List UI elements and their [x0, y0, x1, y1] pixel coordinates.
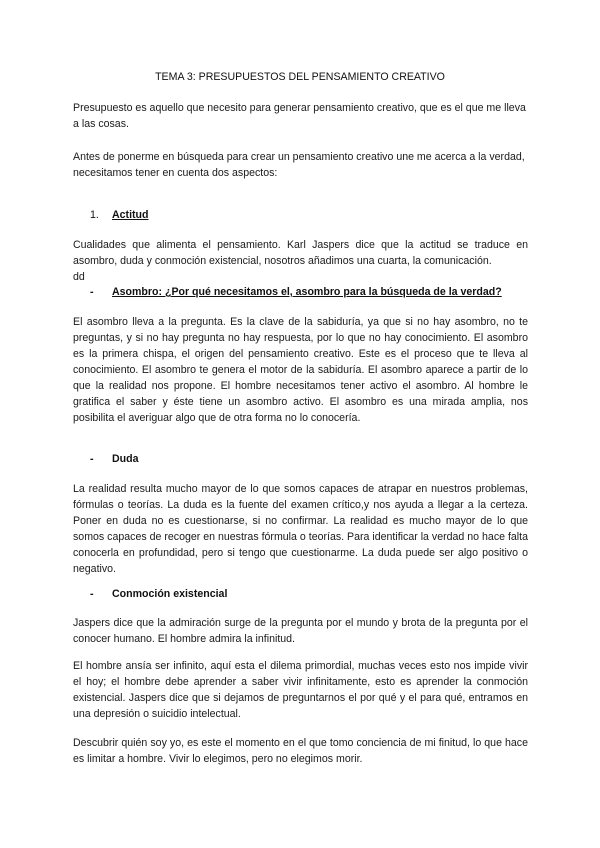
section-heading-text: Actitud [112, 209, 149, 221]
asombro-paragraph: El asombro lleva a la pregunta. Es la clave de la sabiduría, ya que si no hay asombro, no te preguntas, y si no hay pregunta no hay respuesta, por lo que no hay conocimiento. El asombro es la primera chispa, el origen del pensamiento creativo. Este es el proceso que te lleva al conocimiento. El asombro te genera el motor de la sabiduría. El asombro aparece a partir de lo que la realidad nos propone. El hombre necesitamos tener activo el asombro. Al hombre le gratifica el saber y éste tiene un asombro activo. El asombro es una mirada amplia, nos posibilita el averiguar algo que de otra forma no lo conocería. [73, 316, 528, 424]
section-number: 1. [90, 209, 99, 221]
conmocion-paragraph-3: Descubrir quién soy yo, es este el momento en el que tomo conciencia de mi finitud, lo que hace es limitar a hombre. Vivir lo elegimos, pero no elegimos morir. [73, 737, 528, 765]
intro-paragraph-1: Presupuesto es aquello que necesito para generar pensamiento creativo, que es el que me lleva a las cosas. [73, 102, 526, 130]
subheading-text: Duda [112, 453, 139, 465]
actitud-paragraph: Cualidades que alimenta el pensamiento. Karl Jaspers dice que la actitud se traduce en asombro, duda y conmoción existencial, nosotros añadimos una cuarta, la comunicación. [73, 239, 528, 267]
subheading-asombro [90, 284, 502, 300]
bullet-dash: - [90, 286, 94, 298]
page-title: TEMA 3: PRESUPUESTOS DEL PENSAMIENTO CREATIVO [155, 71, 445, 83]
conmocion-paragraph-1: Jaspers dice que la admiración surge de la pregunta por el mundo y brota de la pregunta por el conocer humano. El hombre admira la infinitud. [73, 617, 528, 645]
subheading-conmocion [90, 586, 227, 602]
conmocion-paragraph-2: El hombre ansía ser infinito, aquí esta el dilema primordial, muchas veces esto nos impide vivir el hoy; el hombre debe aprender a saber vivir infinitamente, esto es aprender la conmoción existencial. Jaspers dice que si dejamos de preguntarnos el por qué y el para qué, entramos en una depresión o suicidio intelectual. [73, 660, 528, 720]
duda-paragraph: La realidad resulta mucho mayor de lo que somos capaces de atrapar en nuestros problemas, fórmulas o teorías. La duda es la fuente del examen crítico,y nos ayuda a llegar a la certeza. Poner en duda no es cuestionarse, si no confirmar. La realidad es mucho mayor de lo que somos capaces de recoger en nuestras fórmula o teorías. Para identificar la verdad no hace falta conocerla en profundidad, pero si tengo que cuestionarme. La duda puede ser algo positivo o negativo. [73, 483, 528, 575]
section-heading-actitud [90, 207, 148, 223]
subheading-text: Conmoción existencial [112, 588, 228, 600]
intro-paragraph-2: Antes de ponerme en búsqueda para crear un pensamiento creativo une me acerca a la verdad, necesitamos tener en cuenta dos aspectos: [73, 151, 525, 179]
subheading-text: Asombro: ¿Por qué necesitamos el, asombro para la búsqueda de la verdad? [112, 286, 502, 298]
bullet-dash: - [90, 453, 94, 465]
subheading-duda [90, 451, 138, 467]
bullet-dash: - [90, 588, 94, 600]
actitud-extra-text: dd [73, 271, 85, 283]
